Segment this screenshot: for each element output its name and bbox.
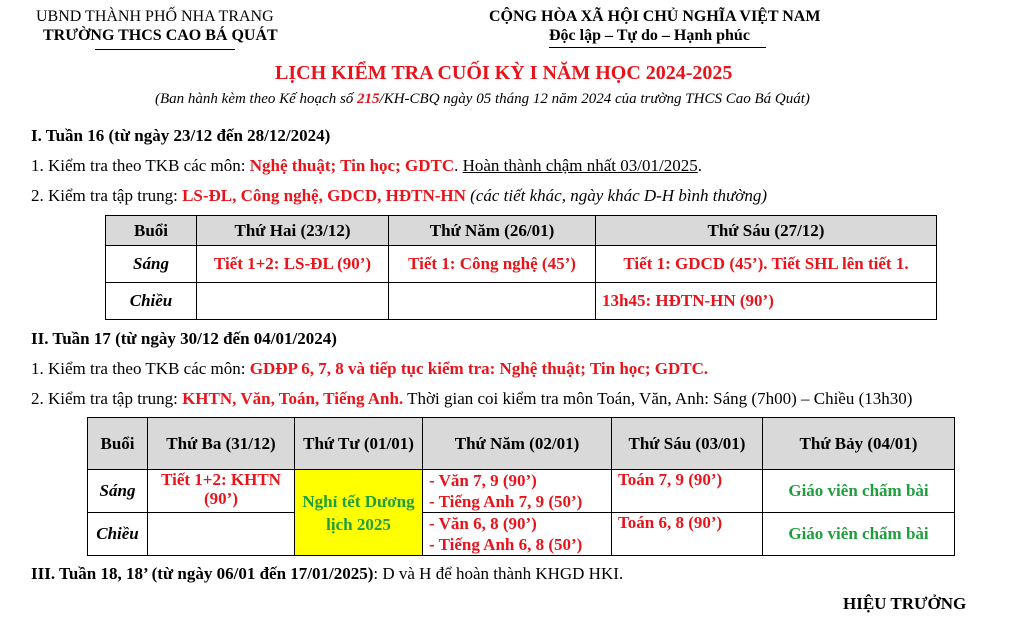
section3-text: : D và H để hoàn thành KHGD HKI. <box>373 564 624 583</box>
s2-item1-subjects: GDĐP 6, 7, 8 và tiếp tục kiểm tra: Nghệ thuật; Tin học; GDTC. <box>249 359 709 378</box>
section3-heading: III. Tuần 18, 18’ (từ ngày 06/01 đến 17/01/2025) <box>31 564 374 583</box>
session-morning: Sáng <box>88 470 148 513</box>
subtitle-prefix: (Ban hành kèm theo Kế hoạch số <box>155 91 358 107</box>
school-name: TRƯỜNG THCS CAO BÁ QUÁT <box>43 27 278 44</box>
cell-monday-morning: Tiết 1+2: LS-ĐL (90’) <box>197 246 389 283</box>
col-header-session: Buổi <box>106 216 197 246</box>
cell-friday-morning: Tiết 1: GDCD (45’). Tiết SHL lên tiết 1. <box>596 246 937 283</box>
cell-tuesday-morning: Tiết 1+2: KHTN (90’) <box>148 470 295 513</box>
col-header-saturday: Thứ Bảy (04/01) <box>763 418 955 470</box>
table-header-row <box>88 418 955 470</box>
s1-item1-dot: . <box>454 156 463 175</box>
thursday-morning-line1: - Văn 7, 9 (90’) <box>429 471 537 490</box>
country-name: CỘNG HÒA XÃ HỘI CHỦ NGHĨA VIỆT NAM <box>489 8 821 25</box>
s1-item1-prefix: 1. Kiểm tra theo TKB các môn: <box>31 156 250 175</box>
s2-item2-prefix: 2. Kiểm tra tập trung: <box>31 389 183 408</box>
table-row <box>88 470 955 513</box>
thursday-afternoon-line1: - Văn 6, 8 (90’) <box>429 514 537 533</box>
col-header-friday: Thứ Sáu (27/12) <box>596 216 937 246</box>
school-underline <box>95 49 235 50</box>
week17-table <box>87 417 955 556</box>
s1-item1-deadline: Hoàn thành chậm nhất 03/01/2025 <box>462 156 698 175</box>
holiday-cell: Nghỉ tết Dương lịch 2025 <box>295 470 423 556</box>
cell-friday-afternoon: Toán 6, 8 (90’) <box>612 513 763 556</box>
cell-tuesday-afternoon <box>148 513 295 556</box>
signature-title: HIỆU TRƯỞNG <box>843 594 967 613</box>
cell-friday-morning: Toán 7, 9 (90’) <box>612 470 763 513</box>
session-morning: Sáng <box>106 246 197 283</box>
motto: Độc lập – Tự do – Hạnh phúc <box>549 27 750 44</box>
week16-table <box>105 215 937 320</box>
motto-underline <box>549 47 766 48</box>
session-afternoon: Chiều <box>88 513 148 556</box>
subtitle <box>155 91 810 108</box>
section2-heading: II. Tuần 17 (từ ngày 30/12 đến 04/01/2024) <box>31 329 337 348</box>
section1-item1 <box>31 156 702 176</box>
col-header-thursday: Thứ Năm (26/01) <box>389 216 596 246</box>
col-header-friday: Thứ Sáu (03/01) <box>612 418 763 470</box>
cell-thursday-afternoon <box>389 283 596 320</box>
col-header-wednesday: Thứ Tư (01/01) <box>295 418 423 470</box>
s2-item2-subjects: KHTN, Văn, Toán, Tiếng Anh. <box>182 389 404 408</box>
section2-item2 <box>31 389 912 409</box>
s2-item2-note: Thời gian coi kiểm tra môn Toán, Văn, Anh: Sáng (7h00) – Chiều (13h30) <box>403 389 913 408</box>
org-name: UBND THÀNH PHỐ NHA TRANG <box>36 8 274 25</box>
cell-saturday-morning: Giáo viên chấm bài <box>763 470 955 513</box>
s1-item2-prefix: 2. Kiểm tra tập trung: <box>31 186 183 205</box>
table-header-row <box>106 216 937 246</box>
plan-number: 215 <box>357 91 380 107</box>
cell-thursday-afternoon <box>423 513 612 556</box>
session-afternoon: Chiều <box>106 283 197 320</box>
col-header-monday: Thứ Hai (23/12) <box>197 216 389 246</box>
cell-monday-afternoon <box>197 283 389 320</box>
subtitle-suffix: /KH-CBQ ngày 05 tháng 12 năm 2024 của trường THCS Cao Bá Quát) <box>379 91 810 107</box>
thursday-morning-line2: - Tiếng Anh 7, 9 (50’) <box>429 492 583 511</box>
s1-item1-end: . <box>697 156 702 175</box>
s1-item1-subjects: Nghệ thuật; Tin học; GDTC <box>249 156 455 175</box>
cell-thursday-morning: Tiết 1: Công nghệ (45’) <box>389 246 596 283</box>
cell-thursday-morning <box>423 470 612 513</box>
table-row <box>88 513 955 556</box>
thursday-afternoon-line2: - Tiếng Anh 6, 8 (50’) <box>429 535 583 554</box>
s1-item2-note: (các tiết khác, ngày khác D-H bình thường) <box>465 186 768 205</box>
section3 <box>31 564 623 584</box>
page-title: LỊCH KIỂM TRA CUỐI KỲ I NĂM HỌC 2024-2025 <box>275 62 733 84</box>
table-row <box>106 246 937 283</box>
section2-item1 <box>31 359 708 379</box>
cell-saturday-afternoon: Giáo viên chấm bài <box>763 513 955 556</box>
cell-friday-afternoon: 13h45: HĐTN-HN (90’) <box>596 283 937 320</box>
section1-heading: I. Tuần 16 (từ ngày 23/12 đến 28/12/2024) <box>31 126 331 145</box>
section1-item2 <box>31 186 767 206</box>
s1-item2-subjects: LS-ĐL, Công nghệ, GDCD, HĐTN-HN <box>182 186 466 205</box>
col-header-thursday: Thứ Năm (02/01) <box>423 418 612 470</box>
col-header-tuesday: Thứ Ba (31/12) <box>148 418 295 470</box>
col-header-session: Buổi <box>88 418 148 470</box>
table-row <box>106 283 937 320</box>
s2-item1-prefix: 1. Kiểm tra theo TKB các môn: <box>31 359 250 378</box>
